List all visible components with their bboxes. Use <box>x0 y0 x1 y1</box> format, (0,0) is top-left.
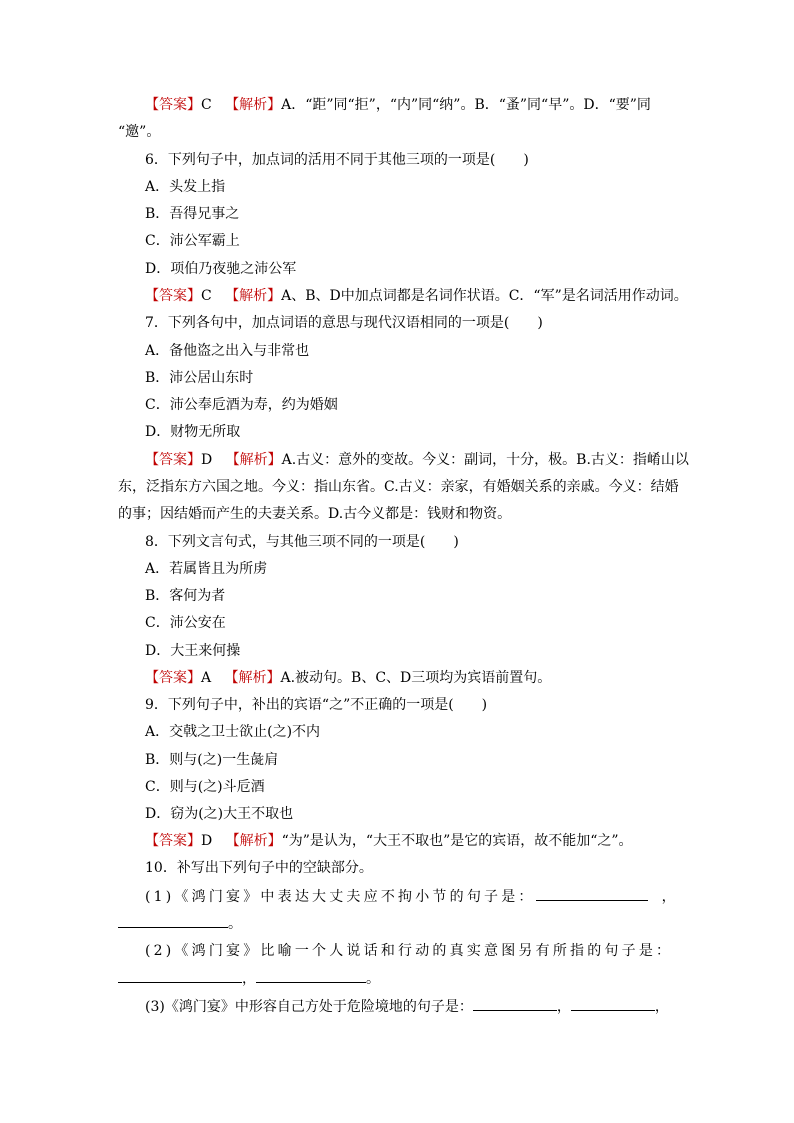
punctuation: ， <box>556 999 571 1015</box>
analysis-tag: 【解析】 <box>225 97 282 113</box>
q7-stem: 7．下列各句中，加点词语的意思与现代汉语相同的一项是( ) <box>145 315 543 331</box>
answer-blank[interactable] <box>256 968 366 983</box>
answer-value: A <box>201 670 212 686</box>
analysis-text: A、B、D中加点词都是名词作状语。C．“军”是名词活用作动词。 <box>281 288 688 304</box>
q10-item3-line <box>145 996 669 1016</box>
answer-blank[interactable] <box>536 886 648 901</box>
q9-option-b: B．则与(之)一生彘肩 <box>145 752 279 768</box>
answer-blank[interactable] <box>473 996 557 1011</box>
q6-option-a: A．头发上指 <box>145 179 226 195</box>
punctuation: ， <box>654 999 669 1015</box>
answer-tag: 【答案】 <box>145 833 201 849</box>
q10-stem: 10．补写出下列句子中的空缺部分。 <box>145 860 373 876</box>
q7-option-a: A．备他盗之出入与非常也 <box>145 343 310 359</box>
q9-option-c: C．则与(之)斗卮酒 <box>145 779 265 795</box>
q5-answer-line <box>145 95 651 115</box>
analysis-text: A．“距”同“拒”，“内”同“纳”。B．“蚤”同“早”。D．“要”同 <box>281 97 651 113</box>
q7-option-b: B．沛公居山东时 <box>145 370 254 386</box>
q10-item1-line <box>145 886 679 906</box>
q8-answer-line <box>145 668 551 688</box>
q6-option-d: D．项伯乃夜驰之沛公军 <box>145 261 297 277</box>
q6-stem: 6．下列句子中，加点词的活用不同于其他三项的一项是( ) <box>145 152 529 168</box>
punctuation: 。 <box>228 916 242 932</box>
q7-answer-line <box>145 450 689 470</box>
q10-item3-prompt: (3)《鸿门宴》中形容自己方处于危险境地的句子是： <box>145 999 473 1015</box>
punctuation: ， <box>242 971 256 987</box>
answer-tag: 【答案】 <box>145 670 201 686</box>
q7-analysis-line3: 的事；因结婚而产生的夫妻关系。D.古今义都是：钱财和物资。 <box>118 506 512 522</box>
answer-value: C <box>201 97 212 113</box>
q9-option-d: D．窃为(之)大王不取也 <box>145 806 294 822</box>
analysis-text: A.古义：意外的变故。今义：副词，十分，极。B.古义：指崤山以 <box>281 452 689 468</box>
analysis-tag: 【解析】 <box>224 670 281 686</box>
q6-answer-line <box>145 286 688 306</box>
q6-option-c: C．沛公军霸上 <box>145 233 240 249</box>
q8-option-d: D．大王来何操 <box>145 643 241 659</box>
punctuation: 。 <box>366 971 380 987</box>
analysis-tag: 【解析】 <box>225 288 282 304</box>
q6-option-b: B．吾得兄事之 <box>145 206 240 222</box>
analysis-tag: 【解析】 <box>225 833 282 849</box>
q9-stem: 9．下列句子中，补出的宾语“之”不正确的一项是( ) <box>145 697 488 713</box>
analysis-text: “为”是认为，“大王不取也”是它的宾语，故不能加“之”。 <box>281 833 633 849</box>
q9-option-a: A．交戟之卫士欲止(之)不内 <box>145 724 321 740</box>
q10-item2-line <box>145 941 673 961</box>
q9-answer-line <box>145 831 633 851</box>
answer-tag: 【答案】 <box>145 452 201 468</box>
q7-option-d: D．财物无所取 <box>145 424 241 440</box>
q10-item1-line2 <box>118 913 242 933</box>
answer-value: D <box>201 452 213 468</box>
q8-option-c: C．沛公安在 <box>145 615 226 631</box>
answer-blank[interactable] <box>571 996 655 1011</box>
q5-analysis-line2: “邀”。 <box>118 124 161 140</box>
answer-blank[interactable] <box>118 913 228 928</box>
q10-item1-prompt: (1)《鸿门宴》中表达大丈夫应不拘小节的句子是： <box>145 889 536 905</box>
answer-blank[interactable] <box>118 968 242 983</box>
answer-value: D <box>201 833 213 849</box>
analysis-text: A.被动句。B、C、D三项均为宾语前置句。 <box>280 670 552 686</box>
analysis-tag: 【解析】 <box>225 452 282 468</box>
punctuation: ， <box>661 889 679 905</box>
q10-item2-line2 <box>118 968 380 988</box>
answer-value: C <box>201 288 212 304</box>
answer-tag: 【答案】 <box>145 288 201 304</box>
q10-item2-prompt: (2)《鸿门宴》比喻一个人说话和行动的真实意图另有所指的句子是： <box>145 943 674 959</box>
q8-stem: 8．下列文言句式，与其他三项不同的一项是( ) <box>145 534 459 550</box>
answer-tag: 【答案】 <box>145 97 201 113</box>
q7-analysis-line2: 东，泛指东方六国之地。今义：指山东省。C.古义：亲家，有婚姻关系的亲戚。今义：结婚 <box>118 479 679 495</box>
q7-option-c: C．沛公奉卮酒为寿，约为婚姻 <box>145 397 338 413</box>
q8-option-b: B．客何为者 <box>145 588 226 604</box>
q8-option-a: A．若属皆且为所虏 <box>145 561 268 577</box>
